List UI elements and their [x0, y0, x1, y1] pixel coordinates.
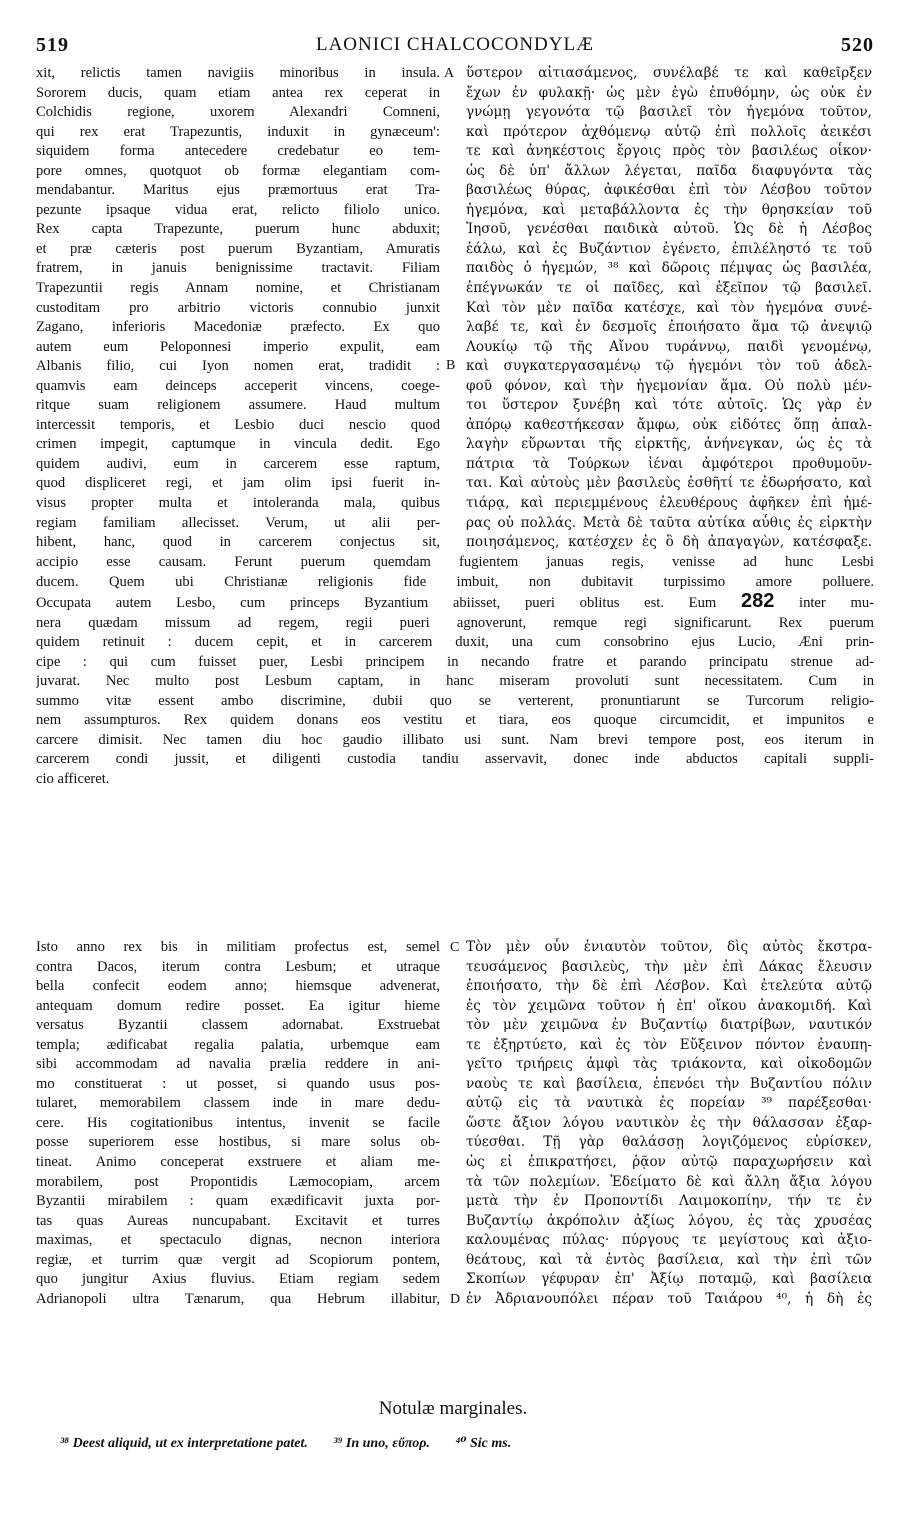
text-line: Καὶ τὸν μὲν παῖδα κατέσχε, καὶ τὸν ἡγεμόνα συνέ- — [466, 299, 872, 316]
text-line: τε καὶ ἀνηκέστοις ἔργοις πρὸς τὸν βασιλέως οἶκον· — [466, 143, 872, 160]
note-38: ³⁸ Deest aliquid, ut ex interpretatione patet. — [60, 1436, 308, 1451]
text-line: ἡγεμόνα, καὶ μεταβάλλοντα ἐς τὴν θρησκείαν τοῦ — [466, 201, 872, 218]
text-line: mo constituerat : ut posset, si quando usus pos- — [36, 1075, 440, 1092]
text-line: ἀπόρῳ καθεστήκεσαν ἄμφω, οὐκ εἰδότες ὅπῃ ἀπαλ- — [466, 416, 872, 433]
text-line: qui rex erat Trapezuntis, induxit in gynæceum': — [36, 123, 440, 140]
text-line: Zagano, inferioris Macedoniæ præfecto. Ex quo — [36, 319, 440, 336]
text-line: nera quædam missum ad regem, regii pueri agnoverunt, remque regi significarunt. Rex puerum — [36, 614, 874, 631]
text-line: quamvis eam deinceps acceperit vincens, coege- — [36, 377, 440, 394]
page-number-left: 519 — [36, 34, 69, 56]
text-line: πάτρια τὰ Τούρκων ἰέναι ἀμφότεροι προθυμοῦν- — [466, 455, 872, 472]
text-line: carcere dimisit. Nec tamen diu hoc gaudio illibato usi sunt. Nam brevi tempore post, eos iterum in — [36, 731, 874, 748]
notes-heading: Notulæ marginales. — [378, 1398, 528, 1419]
text-line: Λουκίῳ τῷ τῆς Αἴνου τυράννῳ, παιδὶ γενομένῳ, — [466, 338, 872, 355]
text-line: ἔχων ἐν φυλακῇ· ὡς μὲν ἐγὼ ἐπυθόμην, ὡς οὐκ ἐν — [466, 84, 872, 101]
text-segment: Occupata autem Lesbo, cum princeps Byzantium abiisset, pueri oblitus est. Eum — [36, 595, 717, 612]
latin-column-top — [36, 64, 440, 553]
text-line: contra Dacos, iterum contra Lesbum; et utraque — [36, 958, 440, 975]
text-line: versatus Byzantii classem adornabat. Exstruebat — [36, 1017, 440, 1034]
text-line: morabilem, post Propontidis Læmocopiam, arcem — [36, 1173, 440, 1190]
text-line: ducem. Quem ubi Christianæ religionis fide imbuit, non dubitavit turpissimo amore polluere. — [36, 573, 874, 590]
text-line: hibent, hanc, quod in carcerem conjectus sit, — [36, 534, 440, 551]
text-line: juvarat. Nec multo post Lesbum captam, in hanc miseram provoluti sunt necessitatem. Cum in — [36, 673, 874, 690]
text-line: ρας οὐ πολλάς. Μετὰ δὲ ταῦτα αὐτίκα αὖθις ἐς εἱρκτὴν — [466, 514, 872, 531]
page-number-right: 520 — [841, 34, 874, 56]
text-line: τευσάμενος βασιλεὺς, τὴν μὲν ἐπὶ Δάκας ἔλευσιν — [466, 958, 872, 975]
text-line: μετὰ τὴν ἐν Προποντίδι Λαιμοκοπίην, τήν τε ἐν — [466, 1193, 872, 1210]
text-line: quidem audivi, eum in carcerem esse raptum, — [36, 455, 440, 472]
greek-column-bottom — [466, 938, 872, 1309]
text-line: siquidem forma antecedere credebatur eo tem- — [36, 143, 440, 160]
text-line: cio afficeret. — [36, 771, 110, 788]
section-mark-d: D — [450, 1292, 461, 1307]
text-line: Sororem ducis, quam etiam antea rex ceperat in — [36, 84, 440, 101]
text-line: τύεσθαι. Τῇ γὰρ θαλάσσῃ λογιζόμενος εὑρίσκεν, — [466, 1134, 872, 1151]
latin-full-width-text — [36, 553, 874, 790]
text-line: nem assumpturos. Rex quidem donans eos vestitu et tiara, eos quoque circumcidit, et impunitos e — [36, 712, 874, 729]
text-line: Byzantii mirabilem : quam exædificavit juxta por- — [36, 1193, 440, 1210]
text-line: xit, relictis tamen navigiis minoribus in insula. — [36, 65, 440, 81]
note-39: ³⁹ In uno, εὔπορ. — [333, 1436, 430, 1451]
text-line: accipio esse causam. Ferunt puerum quemdam fugientem januas regis, venisse ad hunc Lesbi — [36, 554, 874, 570]
text-line: ὕστερον αἰτιασάμενος, συνέλαβέ τε καὶ καθεῖρξεν — [466, 65, 872, 81]
greek-column-top — [466, 64, 872, 553]
text-line: quod displiceret regi, et jam olim ipsi fuerit in- — [36, 475, 440, 492]
note-40: ⁴⁰ Sic ms. — [455, 1436, 512, 1451]
text-line: tularet, memorabilem classem inde in mare dedu- — [36, 1095, 440, 1112]
text-line: Isto anno rex bis in militiam profectus est, semel — [36, 939, 440, 955]
text-line: tas quas Aureas nuncupabant. Excitavit et turres — [36, 1212, 440, 1229]
text-line: ἐν Ἀδριανουπόλει πέραν τοῦ Ταιάρου ⁴⁰, ἡ δὴ ἐς — [466, 1290, 872, 1307]
text-line: sibi accommodam ad navalia prælia reddere in ani- — [36, 1056, 440, 1073]
text-line: τὸν μὲν χειμῶνα ἐν Βυζαντίῳ διατρίβων, ναυτικόν — [466, 1017, 872, 1034]
text-line: intercessit temporis, et Lesbio duci nescio quod — [36, 416, 440, 433]
text-line: ἐποιήσατο, τὴν δὲ ἐπὶ Λέσβον. Καὶ ἐτελεύτα αὐτῷ — [466, 978, 872, 995]
text-segment: inter mu- — [799, 595, 874, 612]
text-line: carcerem condi jussit, et diligenti custodia tandiu asservavit, donec inde abductos capitali suppli- — [36, 751, 874, 768]
text-line: Trapezuntii regis Annam nomine, et Christianam — [36, 280, 440, 297]
text-line: quidem retinuit : ducem cepit, et in carcerem duxit, una cum consobrino ejus Lucio, Æni prin- — [36, 634, 874, 651]
section-mark-c: C — [450, 940, 460, 955]
text-line: pezunte ipsaque vidua erat, relicto filiolo unico. — [36, 201, 440, 218]
text-line: pore omnes, quotquot ob formæ elegantiam com- — [36, 162, 440, 179]
text-line: fratrem, in januis benignissime tractavit. Filiam — [36, 260, 440, 277]
text-line: τοι ὕστερον ξυνέβη καὶ τότε αὐτοῖς. Ὡς γὰρ ἐν — [466, 397, 872, 414]
text-line: ὡς δὲ ὑπ' ἄλλων λέγεται, παῖδα διαφυγόντα τὰς — [466, 162, 872, 179]
text-line: quo jungitur Axius fluvius. Etiam regiam sedem — [36, 1271, 440, 1288]
text-line: ὡς εἰ ἐπικρατήσει, ῥᾷον αὐτῷ παραχωρήσειν καὶ — [466, 1154, 872, 1171]
text-line: Τὸν μὲν οὖν ἐνιαυτὸν τοῦτον, δὶς αὐτὸς ἔκστρα- — [466, 939, 872, 955]
text-line: Σκοπίων γέφυραν ἐπ' Ἀξίῳ ποταμῷ, καὶ βασίλεια — [466, 1271, 872, 1288]
text-line: bella confecit eodem anno; hiemsque advenerat, — [36, 978, 440, 995]
text-line: λαβέ τε, καὶ ἐν δεσμοῖς ἐποιήσατο ἅμα τῷ ἀνεψιῷ — [466, 319, 872, 336]
text-line: φοῦ φόνον, καὶ τὴν ἡγεμονίαν ἅμα. Οὐ πολὺ μέν- — [466, 377, 872, 394]
running-header — [36, 34, 874, 62]
text-line: γνώμῃ γεγονότα τῷ βασιλεῖ τὸν ἡγεμόνα τοῦτον, — [466, 104, 872, 121]
text-line: custoditam pro arbitrio victoris connubio junxit — [36, 299, 440, 316]
text-line: mendabantur. Maritus ejus præmortuus erat Tra- — [36, 182, 440, 199]
text-line: tineat. Animo conceperat exstruere et aliam me- — [36, 1154, 440, 1171]
text-line: θεάτους, καὶ τὰ ἐντὸς βασίλεια, καὶ τὴν ἐπὶ τῶν — [466, 1251, 872, 1268]
text-line: τιάρᾳ, καὶ περιεμμένους ἐλευθέρους ἀφῆκεν ἐπὶ ἡμέ- — [466, 495, 872, 512]
section-mark-a: A — [444, 66, 455, 81]
text-line: γεῖτο τριήρεις ἀμφὶ τὰς τριάκοντα, καὶ οἰκοδομῶν — [466, 1056, 872, 1073]
section-mark-b: B — [446, 358, 456, 373]
text-line: ποιησάμενος, κατέσχεν ἐς ὃ δὴ ἀπαγαγὼν, κατέσφαξε. — [466, 534, 872, 551]
text-line: regiam familiam allecisset. Verum, ut alii per- — [36, 514, 440, 531]
text-line: παιδὸς ὁ ἡγεμών, ³⁸ καὶ δῶροις πέμψας ὡς βασιλέα, — [466, 260, 872, 277]
text-line: ἐπέγνωκάν τε οἱ παῖδες, καὶ ἐξεῖπον τῷ βασιλεῖ. — [466, 280, 872, 297]
text-line: ὥστε ἄξιον λόγου ναυτικὸν ἐς τὴν θάλασσαν ἐξαρ- — [466, 1114, 872, 1131]
text-line-with-margin-number — [36, 592, 874, 614]
text-line: cere. His cogitationibus intentus, invenit se facile — [36, 1114, 440, 1131]
text-line: Adrianopoli ultra Tænarum, qua Hebrum illabitur, — [36, 1290, 440, 1307]
text-line: antequam domum redire posset. Ea igitur hieme — [36, 997, 440, 1014]
text-line: visus propter multa et intoleranda mala, quibus — [36, 495, 440, 512]
margin-page-number: 282 — [740, 592, 775, 613]
text-line: ἑάλω, καὶ ἐς Βυζάντιον ἐγένετο, ἐπιλέληστό τε τοῦ — [466, 240, 872, 257]
text-line: Ἰησοῦ, γενέσθαι παιδικὰ αὐτοῦ. Ὡς δὲ ἡ Λέσβος — [466, 221, 872, 238]
text-line: αὐτῷ εἰς τὰ ναυτικὰ ἐς πορείαν ³⁹ παρέξεσθαι· — [466, 1095, 872, 1112]
text-line: λαγὴν εὕρωνται τῆς εἱρκτῆς, ἀνήνεγκαν, ὡς ἐς τὰ — [466, 436, 872, 453]
text-line: crimen impegit, captumque in vincula dedit. Ego — [36, 436, 440, 453]
text-line: regiæ, et turrim quæ vergit ad Scopiorum pontem, — [36, 1251, 440, 1268]
text-line: καλουμένας πύλας· πύργους τε μεγίστους καὶ ἀξιο- — [466, 1232, 872, 1249]
text-line: βασιλέως θύρας, ἀφικέσθαι ἐπὶ τὸν Λέσβου τοῦτον — [466, 182, 872, 199]
text-line: Albanis filio, cui Iyon nomen erat, tradidit : — [36, 358, 440, 375]
text-line: ναοὺς τε καὶ βασίλεια, ἐπενόει τὴν Βυζαντίου πόλιν — [466, 1075, 872, 1092]
text-line: ται. Καὶ αὐτοὺς μὲν βασιλεὺς ἐσθῆτί τε ἐδωρήσατο, καὶ — [466, 475, 872, 492]
text-line: Βυζαντίῳ ἀκρόπολιν ἀξίως λόγου, ἐς τὰς χρυσέας — [466, 1212, 872, 1229]
text-line: καὶ συγκατεργασαμένῳ τῷ ἡγεμόνι τὸν τοῦ ἀδελ- — [466, 358, 872, 375]
text-line: Colchidis regione, uxorem Alexandri Comneni, — [36, 104, 440, 121]
marginal-notes — [60, 1435, 533, 1452]
text-line: ἐς τὸν χειμῶνα τοῦτον ἡ ἐπ' οἴκου ἀνακομιδή. Καὶ — [466, 997, 872, 1014]
text-line: et præ cæteris post puerum Byzantiam, Amuratis — [36, 240, 440, 257]
text-line: τε ἐξηρτύετο, καὶ ἐς τὸν Εὔξεινον πόντον ἐναυπη- — [466, 1036, 872, 1053]
text-line: Rex capta Trapezunte, puerum hunc abduxit; — [36, 221, 440, 238]
text-line: cipe : qui cum fuisset puer, Lesbi principem in necando fratre et parando principatu strenue ad- — [36, 653, 874, 670]
text-line: maximas, et spectaculo dignas, necnon interiora — [36, 1232, 440, 1249]
text-line: templa; ædificabat regalia palatia, urbemque eam — [36, 1036, 440, 1053]
latin-column-bottom — [36, 938, 440, 1309]
text-line: καὶ πρότερον ἀχθόμενῳ αὐτῷ ἐπὶ πολλοῖς ἀεικέσι — [466, 123, 872, 140]
text-line: ritque suam religionem assumere. Haud multum — [36, 397, 440, 414]
text-line: autem eum Peloponnesi imperio expulit, eam — [36, 338, 440, 355]
text-line: posse superiorem esse hostibus, si mare solus ob- — [36, 1134, 440, 1151]
running-title: LAONICI CHALCOCONDYLÆ — [315, 34, 595, 55]
text-line: summo vitæ essent ambo discrimine, dubii quo se verterent, pronuntiarunt se Turcorum religio- — [36, 692, 874, 709]
text-line: τὰ τῶν πολεμίων. Ἐδείματο δὲ καὶ ἄλλη ἄξια λόγου — [466, 1173, 872, 1190]
